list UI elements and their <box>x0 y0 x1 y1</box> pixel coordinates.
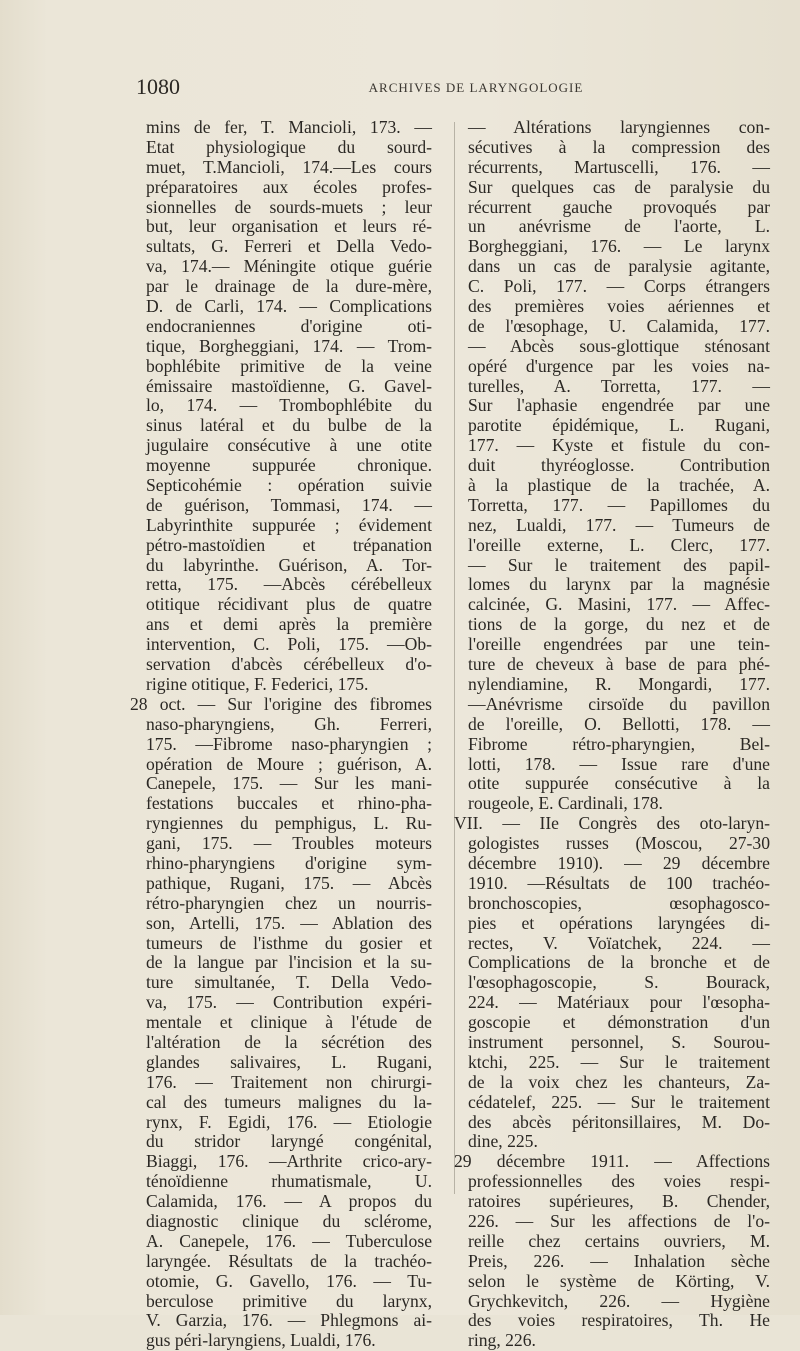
text-line: tumeurs de l'isthme du gosier et <box>146 932 432 953</box>
text-line: 177. — Kyste et fistule du con- <box>468 435 770 456</box>
text-line: Sur quelques cas de paralysie du <box>468 176 770 197</box>
text-line: un anévrisme de l'aorte, L. <box>468 216 770 237</box>
text-line: l'œsophagoscopie, S. Bourack, <box>468 972 770 993</box>
text-line: l'oreille engendrées par une tein- <box>468 634 770 655</box>
text-line: bophlébite primitive de la veine <box>146 355 432 376</box>
text-line: tique, Borgheggiani, 174. — Trom- <box>146 335 432 356</box>
text-line: rynx, F. Egidi, 176. — Etiologie <box>146 1111 432 1132</box>
text-line: mins de fer, T. Mancioli, 173. — <box>146 117 432 137</box>
text-line: pathique, Rugani, 175. — Abcès <box>146 872 432 893</box>
text-line: servation d'abcès cérébelleux d'o- <box>146 654 432 675</box>
text-line: va, 174.— Méningite otique guérie <box>146 256 432 277</box>
text-line: pies et opérations laryngées di- <box>468 912 770 933</box>
text-line: lomes du larynx par la magnésie <box>468 574 770 595</box>
text-line: sinus latéral et du bulbe de la <box>146 415 432 436</box>
text-line: jugulaire consécutive à une otite <box>146 435 432 456</box>
text-line: muet, T.Mancioli, 174.—Les cours <box>146 156 432 177</box>
text-line: rougeole, E. Cardinali, 178. <box>468 793 663 814</box>
text-line: — Altérations laryngiennes con- <box>468 117 770 137</box>
text-line: mentale et clinique à l'étude de <box>146 1012 432 1033</box>
text-line: émissaire mastoïdienne, G. Gavel- <box>146 375 432 396</box>
text-line: l'altération de la sécrétion des <box>146 1031 432 1052</box>
text-line: Canepele, 175. — Sur les mani- <box>146 773 432 794</box>
text-line: nez, Lualdi, 177. — Tumeurs de <box>468 514 770 535</box>
text-line: laryngée. Résultats de la trachéo- <box>146 1250 432 1271</box>
text-line: dine, 225. <box>468 1131 538 1152</box>
text-line: par le drainage de la dure-mère, <box>146 276 432 297</box>
text-line: 1910. —Résultats de 100 trachéo- <box>468 872 770 893</box>
text-line: otite suppurée consécutive à la <box>468 773 770 794</box>
text-line: Calamida, 176. — A propos du <box>146 1191 432 1212</box>
text-line: Etat physiologique du sourd- <box>146 136 432 157</box>
page-header <box>136 74 766 104</box>
text-line: opération de Moure ; guérison, A. <box>146 753 432 774</box>
text-line: pétro-mastoïdien et trépanation <box>146 534 432 555</box>
running-title: ARCHIVES DE LARYNGOLOGIE <box>368 80 584 95</box>
text-line: sultats, G. Ferreri et Della Vedo- <box>146 236 432 257</box>
text-line: l'oreille externe, L. Clerc, 177. <box>468 534 770 555</box>
text-line: ture de cheveux à base de para phé- <box>468 654 770 675</box>
text-line: dans un cas de paralysie agitante, <box>468 256 770 277</box>
text-line: de l'oreille, O. Bellotti, 178. — <box>468 713 770 734</box>
text-line: Preis, 226. — Inhalation sèche <box>468 1250 770 1271</box>
text-line: sécutives à la compression des <box>468 136 770 157</box>
text-line: selon le système de Körting, V. <box>468 1270 770 1291</box>
text-line: Fibrome rétro-pharyngien, Bel- <box>468 733 770 754</box>
text-line: de la langue par l'incision et la su- <box>146 952 432 973</box>
text-line: cédatelef, 225. — Sur le traitement <box>468 1091 770 1112</box>
text-line: parotite épidémique, L. Rugani, <box>468 415 770 436</box>
text-line: festations buccales et rhino-pha- <box>146 793 432 814</box>
text-line: sionnelles de sourds-muets ; leur <box>146 196 432 217</box>
text-line: ans et demi après la première <box>146 614 432 635</box>
text-line: décembre 1910). — 29 décembre <box>468 852 770 873</box>
text-line: endocraniennes d'origine oti- <box>146 315 432 336</box>
text-line: — Abcès sous-glottique sténosant <box>468 335 770 356</box>
text-line: va, 175. — Contribution expéri- <box>146 992 432 1013</box>
text-line: des premières voies aériennes et <box>468 296 770 317</box>
text-line: ring, 226. <box>468 1330 536 1351</box>
text-line: otitique récidivant plus de quatre <box>146 594 432 615</box>
text-line: 28 oct. — Sur l'origine des fibromes <box>130 693 432 714</box>
text-line: glandes salivaires, L. Rugani, <box>146 1051 432 1072</box>
text-line: — Sur le traitement des papil- <box>468 554 770 575</box>
text-line: ktchi, 225. — Sur le traitement <box>468 1051 770 1072</box>
text-line: lotti, 178. — Issue rare d'une <box>468 753 770 774</box>
text-line: gus péri-laryngiens, Lualdi, 176. <box>146 1330 376 1351</box>
text-line: gologistes russes (Moscou, 27-30 <box>468 833 770 854</box>
text-line: Biaggi, 176. —Arthrite crico-ary- <box>146 1151 432 1172</box>
text-line: ryngiennes du pemphigus, L. Ru- <box>146 813 432 834</box>
text-line: 226. — Sur les affections de l'o- <box>468 1210 770 1231</box>
text-line: —Anévrisme cirsoïde du pavillon <box>468 693 770 714</box>
text-line: intervention, C. Poli, 175. —Ob- <box>146 634 432 655</box>
text-line: rigine otitique, F. Federici, 175. <box>146 673 369 694</box>
page-number: 1080 <box>136 74 180 99</box>
right-column <box>454 117 770 1351</box>
text-line: retta, 175. —Abcès cérébelleux <box>146 574 432 595</box>
text-line: rhino-pharyngiens d'origine sym- <box>146 852 432 873</box>
text-line: but, leur organisation et leurs ré- <box>146 216 432 237</box>
text-line: du labyrinthe. Guérison, A. Tor- <box>146 554 432 575</box>
text-line: son, Artelli, 175. — Ablation des <box>146 912 432 933</box>
text-line: récurrents, Martuscelli, 176. — <box>468 156 770 177</box>
text-line: 175. —Fibrome naso-pharyngien ; <box>146 733 432 754</box>
text-line: turelles, A. Torretta, 177. — <box>468 375 770 396</box>
text-line: bronchoscopies, œsophagosco- <box>468 892 770 913</box>
text-line: diagnostic clinique du sclérome, <box>146 1210 432 1231</box>
text-line: Labyrinthite suppurée ; évidement <box>146 514 432 535</box>
text-line: Grychkevitch, 226. — Hygiène <box>468 1290 770 1311</box>
text-line: calcinée, G. Masini, 177. — Affec- <box>468 594 770 615</box>
text-line: des voies respiratoires, Th. He <box>468 1310 770 1331</box>
text-line: V. Garzia, 176. — Phlegmons ai- <box>146 1310 432 1331</box>
text-line: récurrent gauche provoqués par <box>468 196 770 217</box>
text-line: 224. — Matériaux pour l'œsopha- <box>468 992 770 1013</box>
text-line: gani, 175. — Troubles moteurs <box>146 833 432 854</box>
text-line: Complications de la bronche et de <box>468 952 770 973</box>
text-line: professionnelles des voies respi- <box>468 1171 770 1192</box>
text-line: goscopie et démonstration d'un <box>468 1012 770 1033</box>
text-line: Torretta, 177. — Papillomes du <box>468 494 770 515</box>
text-line: moyenne suppurée chronique. <box>146 455 432 476</box>
text-line: Septicohémie : opération suivie <box>146 475 432 496</box>
text-line: de l'œsophage, U. Calamida, 177. <box>468 315 770 336</box>
text-line: cal des tumeurs malignes du la- <box>146 1091 432 1112</box>
text-line: Sur l'aphasie engendrée par une <box>468 395 770 416</box>
text-line: C. Poli, 177. — Corps étrangers <box>468 276 770 297</box>
text-line: opéré d'urgence par les voies na- <box>468 355 770 376</box>
text-line: reille chez certains ouvriers, M. <box>468 1230 770 1251</box>
column-divider <box>454 122 455 1194</box>
text-line: rétro-pharyngien chez un nourris- <box>146 892 432 913</box>
text-line: berculose primitive du larynx, <box>146 1290 432 1311</box>
text-line: otomie, G. Gavello, 176. — Tu- <box>146 1270 432 1291</box>
text-line: 29 décembre 1911. — Affections <box>454 1151 770 1172</box>
text-line: instrument personnel, S. Sourou- <box>468 1031 770 1052</box>
text-line: VII. — IIe Congrès des oto-laryn- <box>454 813 770 834</box>
text-line: ture simultanée, T. Della Vedo- <box>146 972 432 993</box>
text-line: rectes, V. Voïatchek, 224. — <box>468 932 770 953</box>
text-line: lo, 174. — Trombophlébite du <box>146 395 432 416</box>
text-line: 176. — Traitement non chirurgi- <box>146 1071 432 1092</box>
text-line: A. Canepele, 176. — Tuberculose <box>146 1230 432 1251</box>
text-line: du stridor laryngé congénital, <box>146 1131 432 1152</box>
text-line: Borgheggiani, 176. — Le larynx <box>468 236 770 257</box>
text-line: duit thyréoglosse. Contribution <box>468 455 770 476</box>
text-line: ténoïdienne rhumatismale, U. <box>146 1171 432 1192</box>
text-line: D. de Carli, 174. — Complications <box>146 296 432 317</box>
text-line: des abcès péritonsillaires, M. Do- <box>468 1111 770 1132</box>
text-line: de la voix chez les chanteurs, Za- <box>468 1071 770 1092</box>
text-line: nylendiamine, R. Mongardi, 177. <box>468 673 770 694</box>
text-line: ratoires supérieures, B. Chender, <box>468 1191 770 1212</box>
left-column <box>130 117 432 1351</box>
text-line: naso-pharyngiens, Gh. Ferreri, <box>146 713 432 734</box>
text-line: tions de la gorge, du nez et de <box>468 614 770 635</box>
text-line: de guérison, Tommasi, 174. — <box>146 494 432 515</box>
text-line: préparatoires aux écoles profes- <box>146 176 432 197</box>
text-line: à la plastique de la trachée, A. <box>468 475 770 496</box>
